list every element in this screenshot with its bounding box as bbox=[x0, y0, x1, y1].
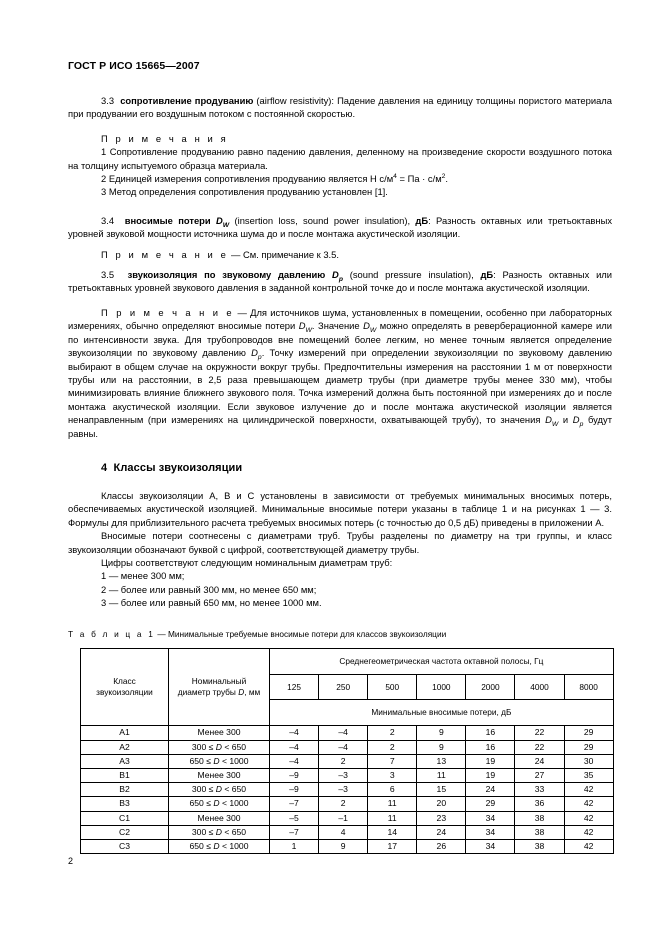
exponent-4: 4 bbox=[393, 172, 397, 180]
exponent-2: 2 bbox=[441, 172, 446, 180]
symbol-subscript-w: W bbox=[305, 327, 312, 335]
section4-paragraph-1: Классы звукоизоляции А, В и С установлены в зависимости от требуемых минимальных вносимых потерь, обеспечиваемых акустической изоляцией. Минимальные вносимые потери указаны в таблице 1 и на рисунках 1 — 3. Формулы для приблизительного расчета требуемых вносимых потерь (с точностью до 0,5 дБ) приведены в приложении А. bbox=[68, 489, 612, 528]
header-units: Минимальные вносимые потери, дБ bbox=[270, 700, 614, 726]
cell-value: 7 bbox=[368, 754, 417, 768]
note-block-3-5 bbox=[68, 306, 612, 440]
symbol-dw: D bbox=[545, 414, 552, 426]
cell-value: 2 bbox=[319, 754, 368, 768]
cell-value: 11 bbox=[368, 811, 417, 825]
symbol-subscript-p: p bbox=[257, 353, 262, 361]
notes-block-3-3 bbox=[68, 132, 612, 199]
cell-value: –1 bbox=[319, 811, 368, 825]
cell-value: 20 bbox=[417, 797, 466, 811]
note-3-5: П р и м е ч а н и е — Для источников шума, установленных в помещении, особенно при лабораторных измерениях, обычно определяют вносимые потери $D_W$. Значение $D_W$ можно определять в реверберационной камере или по интенсивности звука. Для трубопроводов вне помещений более легким, но менее точным является определение звукоизоляции по звуковому давлению $D_p$. Точку измерений при определении звукоизоляции по звуковому давлению выбирают в общем случае на окружности вокруг трубы. Предпочтительны измерения на расстоянии 1 м от поверхности трубы или на расстоянии, в 2,5 раза превышающем диаметр трубы (при диаметре трубы менее 330 мм), чтобы минимизировать влияние ближнего звукового поля. Точка измерений должна быть постоянной при измерениях до и после монтажа акустической изоляции. Если звуковое излучение до и после монтажа акустической изоляции является ненаправленным (при измерениях на цилиндрической поверхности, охватывающей трубу), то значения $D_W$ и $D_p$ будут равны. bbox=[68, 306, 613, 439]
cell-diameter: Менее 300 bbox=[169, 769, 270, 783]
cell-diameter: 650 ≤ D < 1000 bbox=[169, 840, 270, 854]
cell-value: 42 bbox=[564, 783, 613, 797]
clause-definition: : Разность октавных или третьоктавных уровней звуковой мощности источника шума до и после монтажа акустической изоляции. bbox=[68, 214, 613, 240]
page-number: 2 bbox=[68, 856, 74, 866]
section4-paragraph-3: Цифры соответствуют следующим номинальным диаметрам труб: bbox=[101, 556, 393, 568]
cell-class: А1 bbox=[81, 726, 169, 740]
cell-class: В2 bbox=[81, 783, 169, 797]
clause-number: 3.3 bbox=[101, 95, 115, 106]
cell-value: 38 bbox=[515, 825, 564, 839]
cell-value: 17 bbox=[368, 840, 417, 854]
table-header-row-group bbox=[81, 649, 614, 675]
symbol-subscript-w: W bbox=[369, 327, 377, 335]
symbol-d: D bbox=[238, 687, 245, 698]
table-caption: Т а б л и ц а 1 — Минимальные требуемые вносимые потери для классов звукоизоляции bbox=[68, 628, 447, 639]
cell-value: –9 bbox=[270, 769, 319, 783]
header-freq-250: 250 bbox=[319, 675, 368, 700]
cell-value: 42 bbox=[564, 811, 613, 825]
cell-value: –4 bbox=[270, 754, 319, 768]
cell-value: –4 bbox=[319, 726, 368, 740]
section-heading-4 bbox=[68, 462, 612, 474]
note-block-3-4 bbox=[68, 248, 612, 261]
header-freq-2000: 2000 bbox=[466, 675, 515, 700]
cell-value: 24 bbox=[417, 825, 466, 839]
cell-value: 42 bbox=[564, 840, 613, 854]
clause-number: 3.4 bbox=[101, 214, 115, 226]
cell-diameter: Менее 300 bbox=[169, 726, 270, 740]
clause-english: (sound pressure insulation) bbox=[349, 269, 472, 281]
symbol-subscript: p bbox=[338, 275, 343, 283]
symbol-subscript: W bbox=[222, 221, 230, 229]
cell-value: 38 bbox=[515, 840, 564, 854]
cell-value: 33 bbox=[515, 783, 564, 797]
clause-term: звукоизоляция по звуковому давлению bbox=[127, 269, 326, 281]
symbol-d: D bbox=[216, 214, 223, 226]
cell-value: 42 bbox=[564, 825, 613, 839]
section-title: Классы звукоизоляции bbox=[113, 461, 243, 474]
cell-class: С3 bbox=[81, 840, 169, 854]
cell-diameter: 300 ≤ D < 650 bbox=[169, 825, 270, 839]
table-body-group-c bbox=[81, 811, 614, 854]
cell-value: –4 bbox=[319, 740, 368, 754]
clause-number: 3.5 bbox=[101, 269, 115, 281]
clause-3-3 bbox=[68, 94, 612, 121]
cell-value: 38 bbox=[515, 811, 564, 825]
cell-class: А3 bbox=[81, 754, 169, 768]
table-head bbox=[81, 649, 614, 726]
header-frequency-group: Среднегеометрическая частота октавной полосы, Гц bbox=[270, 649, 614, 675]
cell-value: 9 bbox=[417, 740, 466, 754]
cell-value: 24 bbox=[515, 754, 564, 768]
cell-class: В3 bbox=[81, 797, 169, 811]
cell-value: 34 bbox=[466, 825, 515, 839]
cell-value: 23 bbox=[417, 811, 466, 825]
cell-diameter: 300 ≤ D < 650 bbox=[169, 783, 270, 797]
cell-value: –5 bbox=[270, 811, 319, 825]
cell-value: 34 bbox=[466, 840, 515, 854]
cell-value: 2 bbox=[319, 797, 368, 811]
cell-value: –4 bbox=[270, 726, 319, 740]
cell-value: 14 bbox=[368, 825, 417, 839]
cell-diameter: 650 ≤ D < 1000 bbox=[169, 797, 270, 811]
cell-value: 11 bbox=[417, 769, 466, 783]
note-item-2: 2 Единицей измерения сопротивления продуванию является Н $с/м^4$ = Па · $с/м^2$. bbox=[101, 172, 449, 185]
cell-value: –7 bbox=[270, 825, 319, 839]
clause-3-4: 3.4 вносимые потери $D_W$ (insertion loss, sound power insulation), дБ: Разность октавных или третьоктавных уровней звуковой мощности источника шума до и после монтажа акустической изоляции. bbox=[68, 214, 613, 240]
symbol-dp: D bbox=[572, 414, 580, 426]
cell-value: 9 bbox=[417, 726, 466, 740]
header-freq-1000: 1000 bbox=[417, 675, 466, 700]
cell-value: 16 bbox=[466, 740, 515, 754]
cell-value: 4 bbox=[319, 825, 368, 839]
cell-value: 30 bbox=[564, 754, 613, 768]
cell-value: 29 bbox=[564, 740, 613, 754]
symbol-dp: D bbox=[251, 347, 258, 359]
clause-english: (insertion loss, sound power insulation) bbox=[234, 214, 408, 226]
table-minimum-insertion-loss bbox=[80, 648, 614, 854]
note-3-4: П р и м е ч а н и е — См. примечание к 3.5. bbox=[101, 248, 339, 260]
table-row bbox=[81, 740, 614, 754]
cell-value: 2 bbox=[368, 740, 417, 754]
notes-heading: П р и м е ч а н и я bbox=[101, 132, 229, 144]
cell-value: –9 bbox=[270, 783, 319, 797]
table-row bbox=[81, 840, 614, 854]
cell-value: 1 bbox=[270, 840, 319, 854]
table-row bbox=[81, 811, 614, 825]
cell-diameter: Менее 300 bbox=[169, 811, 270, 825]
note-item-3: 3 Метод определения сопротивления продуванию установлен [1]. bbox=[101, 186, 388, 198]
clause-term: сопротивление продуванию bbox=[120, 95, 254, 106]
cell-value: 16 bbox=[466, 726, 515, 740]
running-head: ГОСТ Р ИСО 15665—2007 bbox=[68, 60, 200, 72]
cell-value: 29 bbox=[564, 726, 613, 740]
clause-unit: дБ bbox=[415, 214, 429, 226]
cell-value: 19 bbox=[466, 769, 515, 783]
clause-definition: : Падение давления на единицу толщины пористого материала при продувании его воздушным потоком с постоянной скоростью. bbox=[68, 95, 612, 120]
diameter-list-item-1: 1 — менее 300 мм; bbox=[101, 570, 185, 582]
symbol-subscript-p: p bbox=[579, 421, 584, 428]
cell-value: 26 bbox=[417, 840, 466, 854]
header-diameter: Номинальный диаметр трубы D, мм bbox=[169, 649, 270, 726]
section-number: 4 bbox=[101, 461, 108, 474]
symbol-dw: D bbox=[363, 320, 370, 332]
cell-value: 22 bbox=[515, 726, 564, 740]
clause-definition: : Разность октавных или третьоктавных уровней звукового давления в заданной контрольной точке до и после монтажа акустической изоляции. bbox=[68, 269, 613, 294]
cell-class: А2 bbox=[81, 740, 169, 754]
cell-value: –3 bbox=[319, 769, 368, 783]
header-freq-125: 125 bbox=[270, 675, 319, 700]
cell-class: С1 bbox=[81, 811, 169, 825]
cell-class: В1 bbox=[81, 769, 169, 783]
cell-value: 35 bbox=[564, 769, 613, 783]
header-class: Класс звукоизоляции bbox=[81, 649, 169, 726]
clause-unit: дБ bbox=[480, 269, 494, 281]
symbol-d: D bbox=[332, 269, 339, 281]
cell-value: 36 bbox=[515, 797, 564, 811]
cell-diameter: 650 ≤ D < 1000 bbox=[169, 754, 270, 768]
table-row bbox=[81, 825, 614, 839]
cell-class: С2 bbox=[81, 825, 169, 839]
symbol-d: D bbox=[215, 741, 222, 752]
cell-value: 34 bbox=[466, 811, 515, 825]
cell-diameter: 300 ≤ D < 650 bbox=[169, 740, 270, 754]
cell-value: 27 bbox=[515, 769, 564, 783]
header-freq-4000: 4000 bbox=[515, 675, 564, 700]
table-row bbox=[81, 769, 614, 783]
header-freq-8000: 8000 bbox=[564, 675, 613, 700]
table-body-group-a bbox=[81, 726, 614, 769]
cell-value: 19 bbox=[466, 754, 515, 768]
clause-term: вносимые потери bbox=[124, 214, 211, 226]
cell-value: 29 bbox=[466, 797, 515, 811]
note-item-1: 1 Сопротивление продуванию равно падению давления, деленному на произведение скорости воздушного потока на толщину испытуемого образца материала. bbox=[68, 146, 612, 171]
cell-value: 2 bbox=[368, 726, 417, 740]
symbol-d: D bbox=[213, 841, 220, 852]
table-row bbox=[81, 783, 614, 797]
cell-value: 6 bbox=[368, 783, 417, 797]
cell-value: 42 bbox=[564, 797, 613, 811]
symbol-d: D bbox=[215, 826, 222, 837]
section4-paragraph-2: Вносимые потери соотнесены с диаметрами труб. Трубы разделены по диаметру на три группы, и класс звукоизоляции обозначают буквой с цифрой, соответствующей диаметру трубы. bbox=[68, 530, 612, 555]
header-freq-500: 500 bbox=[368, 675, 417, 700]
cell-value: 13 bbox=[417, 754, 466, 768]
cell-value: –4 bbox=[270, 740, 319, 754]
cell-value: 3 bbox=[368, 769, 417, 783]
cell-value: –7 bbox=[270, 797, 319, 811]
clause-3-5: 3.5 звукоизоляция по звуковому давлению $D_p$ (sound pressure insulation), дБ: Разность октавных или третьоктавных уровней звукового давления в заданной контрольной точке до и после монтажа акустической изоляции. bbox=[68, 269, 613, 294]
clause-english: (airflow resistivity) bbox=[256, 95, 332, 106]
symbol-dw: D bbox=[298, 320, 306, 332]
diameter-list-item-3: 3 — более или равный 650 мм, но менее 1000 мм. bbox=[101, 596, 322, 608]
cell-value: 9 bbox=[319, 840, 368, 854]
cell-value: 11 bbox=[368, 797, 417, 811]
symbol-d: D bbox=[213, 755, 220, 766]
table-row bbox=[81, 754, 614, 768]
table-row bbox=[81, 726, 614, 740]
cell-value: 22 bbox=[515, 740, 564, 754]
table-row bbox=[81, 797, 614, 811]
table-body-group-b bbox=[81, 769, 614, 812]
cell-value: –3 bbox=[319, 783, 368, 797]
cell-value: 15 bbox=[417, 783, 466, 797]
symbol-subscript-w: W bbox=[551, 421, 559, 428]
diameter-list-item-2: 2 — более или равный 300 мм, но менее 650 мм; bbox=[101, 583, 317, 595]
page-content bbox=[68, 60, 612, 854]
symbol-d: D bbox=[213, 798, 220, 809]
cell-value: 24 bbox=[466, 783, 515, 797]
symbol-d: D bbox=[215, 784, 222, 795]
